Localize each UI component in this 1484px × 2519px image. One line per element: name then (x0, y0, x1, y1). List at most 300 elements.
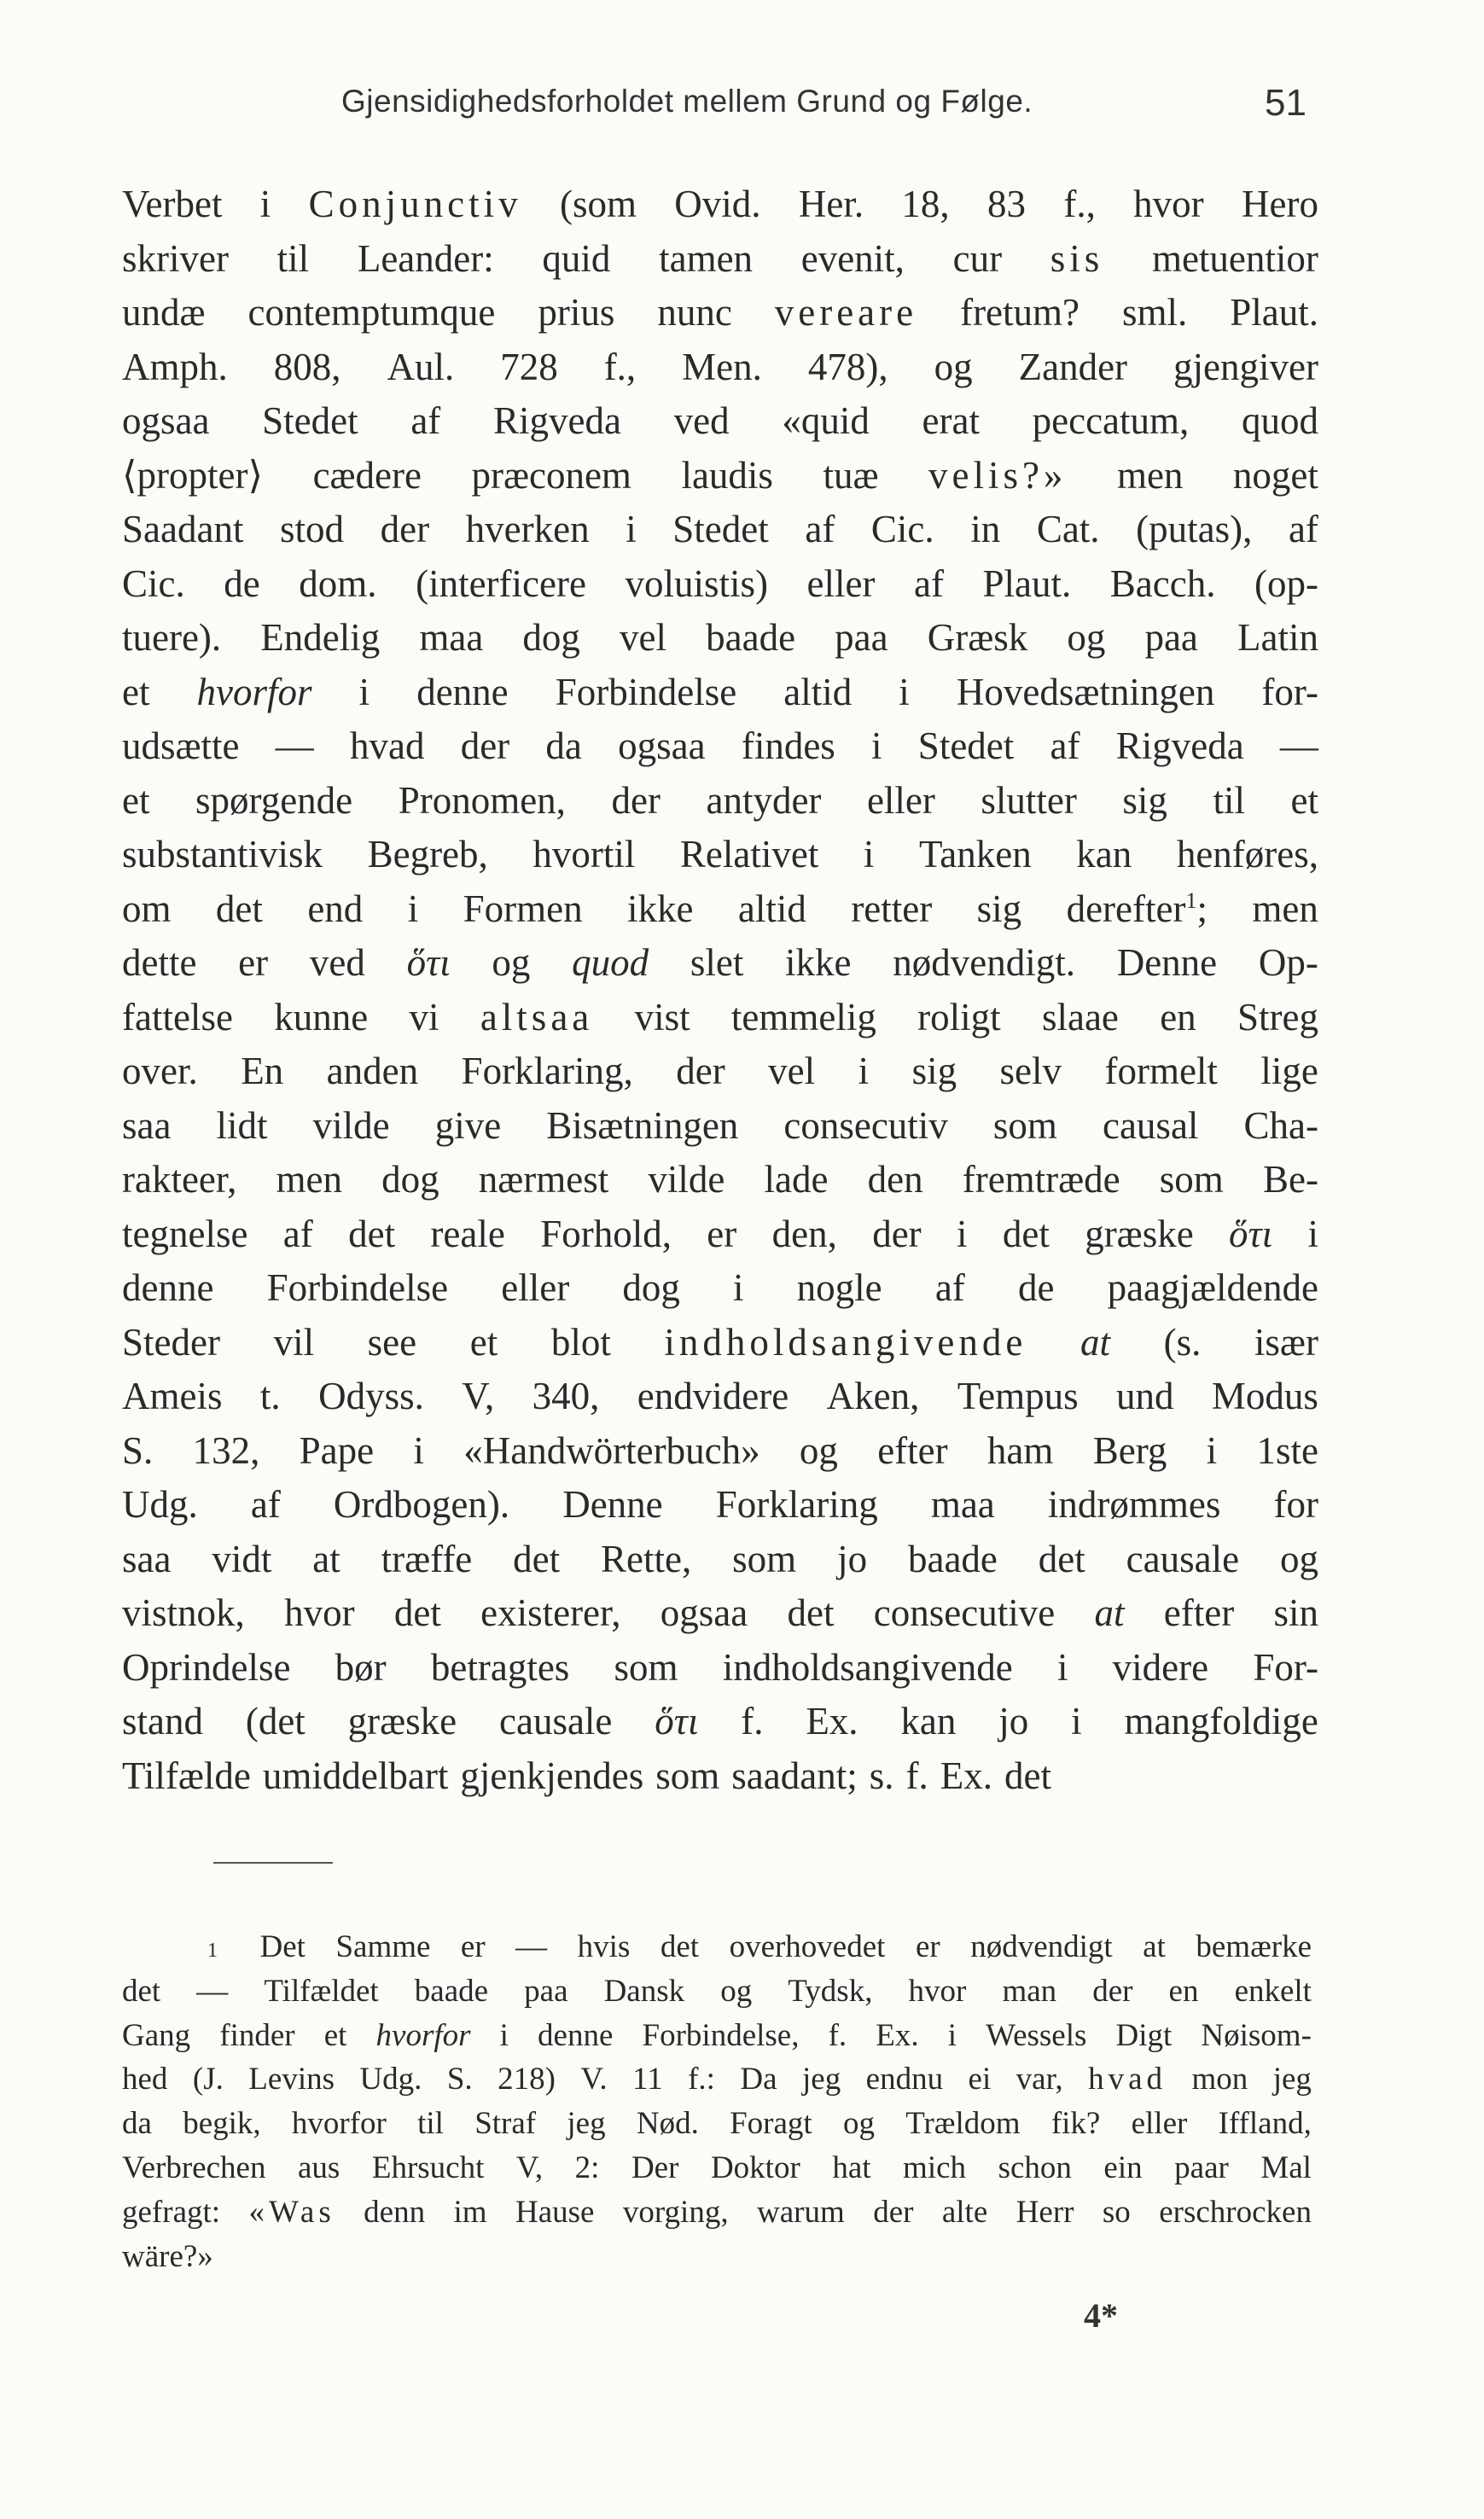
word: causal (1102, 1103, 1199, 1147)
word: bør (335, 1645, 387, 1689)
word: rakteer, (122, 1158, 237, 1201)
word: Wessels (986, 2017, 1087, 2053)
word: Tanken (918, 833, 1032, 876)
word: consecutive (873, 1591, 1056, 1634)
word: er (238, 941, 269, 984)
word: altsaa (480, 995, 594, 1038)
word: (putas), (1136, 508, 1253, 550)
text-line (122, 232, 1318, 287)
word: end (307, 887, 364, 930)
word: V, (515, 2150, 544, 2185)
word: schon (998, 2150, 1072, 2185)
word: begik, (183, 2106, 261, 2142)
word: som (655, 1754, 720, 1797)
word: cædere (312, 453, 422, 497)
word: Tilfælde (122, 1754, 251, 1797)
text-line (122, 1044, 1318, 1099)
word: stand (122, 1700, 203, 1742)
word: fretum? (960, 291, 1080, 334)
word: S. (446, 2062, 473, 2097)
word: dom. (299, 561, 377, 605)
word: nødvendigt (970, 1929, 1113, 1964)
word: er (707, 1212, 737, 1255)
word: indholdsangivende (722, 1645, 1013, 1689)
word: denne (538, 2017, 614, 2053)
word: græske (347, 1700, 457, 1742)
word: af (410, 399, 441, 442)
word: existerer, (480, 1591, 621, 1634)
word: vistnok, (122, 1591, 245, 1634)
word: 2: (574, 2150, 600, 2185)
word: 18, (901, 183, 950, 225)
word: ogsaa (618, 724, 706, 767)
word: jo (998, 1700, 1029, 1742)
word: findes (741, 724, 835, 767)
word: Ovid. (674, 183, 761, 225)
word: tamen (659, 236, 754, 280)
word: saa (122, 1103, 172, 1147)
word: 728 (500, 345, 558, 388)
word: altid (783, 670, 853, 713)
word: velis?» (928, 453, 1068, 497)
word: contemptumque (247, 291, 496, 334)
word: Forbindelse (266, 1266, 449, 1309)
word: om (122, 887, 172, 930)
word: peccatum, (1032, 399, 1190, 442)
word: dog (622, 1266, 680, 1309)
word: overhovedet (729, 1929, 886, 1964)
word: den, (771, 1212, 837, 1255)
word: det (787, 1591, 835, 1634)
word: gefragt: (122, 2194, 221, 2230)
word: V. (580, 2062, 608, 2097)
word: i (871, 724, 882, 767)
word: aus (297, 2150, 340, 2185)
word: warum (757, 2194, 845, 2230)
word: 808, (273, 345, 341, 388)
word: f. (905, 1754, 928, 1797)
word: 218) (498, 2062, 556, 2097)
word: i (1056, 1645, 1068, 1689)
word: Be- (1262, 1158, 1318, 1201)
word: ὅτι (1229, 1212, 1273, 1255)
word: Leander: (357, 236, 494, 280)
word: Det (259, 1929, 306, 1964)
word: dog (381, 1158, 439, 1201)
text-line (122, 1749, 1318, 1804)
word: vist (634, 995, 690, 1038)
word: antyder (706, 778, 822, 822)
word: saadant; (731, 1754, 858, 1797)
word: — (196, 1973, 229, 2009)
word: i (957, 1212, 968, 1255)
word: der (380, 508, 430, 550)
word: hvad (349, 724, 425, 767)
word: af (282, 1212, 313, 1255)
word: Udg. (359, 2062, 422, 2097)
word: kan (1076, 833, 1132, 876)
word: den (867, 1158, 923, 1201)
word: Ameis (122, 1375, 223, 1417)
word: Zander (1018, 345, 1128, 388)
word: efter (877, 1428, 948, 1472)
word: de (1017, 1266, 1055, 1309)
word: Amph. (122, 345, 228, 388)
word: formelt (1104, 1050, 1218, 1092)
word: bemærke (1196, 1929, 1312, 1964)
word: at (1094, 1591, 1125, 1634)
word: Foragt (730, 2106, 812, 2142)
word: ὅτι (406, 941, 451, 984)
word: Stedet (917, 724, 1015, 767)
word: af (250, 1483, 281, 1526)
word: Digt (1115, 2017, 1173, 2053)
word: im (453, 2194, 487, 2230)
word: nødvendigt. (893, 941, 1075, 984)
word: denn (364, 2194, 426, 2230)
word: baade (414, 1973, 489, 2009)
word: et (122, 778, 150, 822)
word: Iffland, (1218, 2106, 1312, 2142)
word: af (1288, 508, 1318, 550)
word: altid (737, 887, 806, 930)
word: tuæ (823, 453, 879, 497)
word: see (367, 1320, 417, 1364)
footnote-line (122, 2146, 1312, 2190)
word: det (393, 1591, 441, 1634)
text-line (122, 719, 1318, 774)
text-line (122, 1641, 1318, 1696)
word: denne (122, 1266, 214, 1309)
word: og (1279, 1537, 1318, 1580)
word: jeg (1272, 2062, 1312, 2097)
word: hvorfor (291, 2106, 387, 2142)
footnote-ref[interactable]: 1 (1185, 887, 1197, 913)
word: Stedet (262, 399, 358, 442)
word: gjenkjendes (460, 1754, 644, 1797)
word: evenit, (800, 236, 905, 280)
word: men (1116, 453, 1184, 497)
word: enkelt (1234, 1973, 1312, 2009)
word: vi (409, 995, 439, 1038)
text-line (122, 177, 1318, 232)
word: lige (1260, 1050, 1318, 1092)
word: i (1206, 1428, 1218, 1472)
word: og (842, 2106, 875, 2142)
word: præconem (471, 453, 631, 497)
word: en (1168, 1973, 1199, 2009)
word: Denne (562, 1483, 663, 1526)
word: videre (1112, 1645, 1209, 1689)
word: i (358, 670, 370, 713)
word: f.: (688, 2062, 715, 2097)
word: Formen (463, 887, 583, 930)
text-line (122, 936, 1318, 991)
word: paar (1174, 2150, 1229, 2185)
word: (som (559, 183, 637, 225)
running-head-title: Gjensidighedsforholdet mellem Grund og Følge. (341, 84, 1033, 119)
word: (interficere (416, 561, 586, 605)
word: og (492, 941, 531, 984)
word: Forklaring, (461, 1050, 633, 1092)
word: voluistis) (625, 561, 768, 605)
word: Bisætningen (546, 1103, 739, 1147)
word: et (323, 2017, 347, 2053)
word: Forbindelse (555, 670, 737, 713)
word: Latin (1237, 616, 1318, 659)
word: var, (1016, 2062, 1063, 2097)
word: laudis (681, 453, 773, 497)
word: quod (572, 941, 649, 984)
word: vidt (212, 1537, 272, 1580)
text-line (122, 340, 1318, 395)
word: Pronomen, (398, 778, 566, 822)
word: i (259, 183, 271, 225)
word: Plaut. (982, 561, 1072, 605)
word: efter (1163, 1591, 1235, 1634)
word: Relativet (679, 833, 819, 876)
word: nunc (657, 291, 732, 334)
word: jeg (567, 2106, 606, 2142)
word: da (545, 724, 582, 767)
word: Aul. (387, 345, 455, 388)
word: eller (806, 561, 876, 605)
word: Streg (1237, 995, 1318, 1038)
word: paa (835, 616, 888, 659)
word: træffe (381, 1537, 473, 1580)
word: udsætte (122, 724, 240, 767)
page-number: 51 (1265, 82, 1307, 124)
word: maa (419, 616, 484, 659)
word: t. (259, 1375, 281, 1417)
word: erschrocken (1159, 2194, 1312, 2230)
word: Cic. (122, 561, 185, 605)
word: f. (741, 1700, 764, 1742)
word: quod (1241, 399, 1318, 442)
word: det (513, 1537, 561, 1580)
word: Forhold, (540, 1212, 672, 1255)
word: men (1252, 887, 1318, 930)
word: i (1071, 1700, 1082, 1742)
word: Nøisom- (1201, 2017, 1312, 2053)
text-line (122, 1533, 1318, 1587)
word: Ex. (806, 1700, 858, 1742)
word: i (858, 1050, 870, 1092)
word: eller (1131, 2106, 1188, 2142)
word: i (413, 1428, 424, 1472)
word: paa (524, 1973, 568, 2009)
word: i (1307, 1212, 1318, 1255)
word: For- (1253, 1645, 1318, 1689)
word: til (417, 2106, 444, 2142)
word: og (799, 1428, 838, 1472)
word: af (1050, 724, 1080, 767)
word: de (224, 561, 260, 605)
word: f., (603, 345, 637, 388)
footnote-line (122, 2102, 1312, 2146)
word: Stedet (672, 508, 769, 550)
word: ikke (785, 941, 852, 984)
word: Endelig (260, 616, 381, 659)
word: mich (903, 2150, 967, 2185)
word: vilde (648, 1158, 725, 1201)
footnote-line (122, 1969, 1312, 2014)
word: V, (462, 1375, 495, 1417)
word: gjengiver (1173, 345, 1318, 388)
word: baade (706, 616, 796, 659)
word: sml. (1121, 291, 1188, 334)
text-line (122, 1099, 1318, 1154)
text-line (122, 828, 1318, 882)
word: tuere). (122, 616, 222, 659)
word: Denne (1116, 941, 1218, 984)
word: vorging, (622, 2194, 729, 2230)
word: i (947, 2017, 957, 2053)
word: der (676, 1050, 725, 1092)
text-line (122, 557, 1318, 612)
word: jeg (802, 2062, 841, 2097)
word: Straf (474, 2106, 537, 2142)
footnote-block (122, 1925, 1312, 2278)
word: der (460, 724, 510, 767)
word: f., (1063, 183, 1096, 225)
word: Tempus (957, 1375, 1079, 1417)
word: vereare (774, 291, 918, 334)
word: for- (1261, 670, 1318, 713)
word: Forklaring (715, 1483, 878, 1526)
word: i (626, 508, 637, 550)
word: indrømmes (1047, 1483, 1221, 1526)
signature-mark: 4* (1084, 2296, 1118, 2335)
text-line (122, 666, 1318, 720)
word: i (863, 833, 875, 876)
word: Begreb, (367, 833, 488, 876)
word: vel (768, 1050, 816, 1092)
word: henføres, (1176, 833, 1318, 876)
word: dog (522, 616, 580, 659)
word: Saadant (122, 508, 244, 550)
text-line (122, 611, 1318, 666)
word: hvis (577, 1929, 631, 1964)
word: Udg. (122, 1483, 198, 1526)
word: vel (620, 616, 667, 659)
word: Levins (248, 2062, 335, 2097)
text-line (122, 1153, 1318, 1207)
word: af (914, 561, 944, 605)
word: Her. (798, 183, 864, 225)
word: ⟨propter⟩ (122, 453, 264, 497)
word: slet (690, 941, 744, 984)
word: cur (952, 236, 1003, 280)
word: Steder (122, 1320, 220, 1364)
word: «Handwörterbuch» (463, 1428, 760, 1472)
text-line (122, 394, 1318, 449)
word: Der (631, 2150, 679, 2185)
word: Aken, (826, 1375, 920, 1417)
word: Tilfældet (264, 1973, 379, 2009)
word: Cha- (1243, 1103, 1318, 1147)
word: Forbindelse, (642, 2017, 800, 2053)
word: Trældom (905, 2106, 1021, 2142)
text-line (122, 1424, 1318, 1479)
word: eller (501, 1266, 570, 1309)
word: at (1080, 1320, 1110, 1364)
word: Verbet (122, 183, 223, 225)
word: saa (122, 1537, 172, 1580)
word: i (499, 2017, 509, 2053)
word: sig (1122, 778, 1167, 822)
word: 340, (532, 1375, 600, 1417)
word: consecutiv (783, 1103, 948, 1147)
word: dette (122, 941, 197, 984)
footnote-line (122, 2014, 1312, 2058)
word: Nød. (636, 2106, 699, 2142)
word: det (1004, 1754, 1051, 1797)
word: lidt (216, 1103, 268, 1147)
word: alte (941, 2194, 988, 2230)
footnote-line (122, 2235, 1312, 2279)
word: ei (968, 2062, 992, 2097)
word: maa (930, 1483, 995, 1526)
word: — (515, 1929, 548, 1964)
word: Mal (1260, 2150, 1312, 2185)
word: som (614, 1645, 678, 1689)
word: hvad (1088, 2062, 1167, 2097)
word: «quid (782, 399, 870, 442)
word: substantivisk (122, 833, 323, 876)
word: Hero (1241, 183, 1318, 225)
word: hvor (1133, 183, 1204, 225)
word: Samme (335, 1929, 431, 1964)
word: mon (1191, 2062, 1248, 2097)
word: s. (869, 1754, 894, 1797)
word: retter (851, 887, 933, 930)
word: det (215, 887, 263, 930)
word: Ordbogen). (333, 1483, 510, 1526)
word: ogsaa (122, 399, 210, 442)
word: skriver (122, 236, 229, 280)
footnote-separator (213, 1862, 333, 1864)
word: (J. (192, 2062, 224, 2097)
word: over. (122, 1050, 198, 1092)
word: et (122, 670, 150, 713)
word: give (434, 1103, 502, 1147)
word: hvor (908, 1973, 967, 2009)
text-line (122, 449, 1318, 503)
word: det (1038, 1537, 1085, 1580)
word: umiddelbart (262, 1754, 449, 1797)
text-line (122, 1695, 1318, 1749)
word: især (1254, 1320, 1318, 1364)
word: kunne (274, 995, 369, 1038)
word: En (241, 1050, 284, 1092)
word: paagjældende (1107, 1266, 1318, 1309)
word: erat (922, 399, 980, 442)
word: Rette, (601, 1537, 692, 1580)
word: 132, (192, 1428, 260, 1472)
word: ogsaa (660, 1591, 748, 1634)
word: sig (911, 1050, 957, 1092)
text-line (122, 1207, 1318, 1262)
word: causale (499, 1700, 613, 1742)
text-line (122, 991, 1318, 1045)
word: derefter$^1$; (1066, 887, 1208, 930)
word: eller (866, 778, 935, 822)
text-line (122, 1586, 1318, 1641)
text-line (122, 1316, 1318, 1370)
word: fik? (1050, 2106, 1101, 2142)
word: ham (986, 1428, 1054, 1472)
